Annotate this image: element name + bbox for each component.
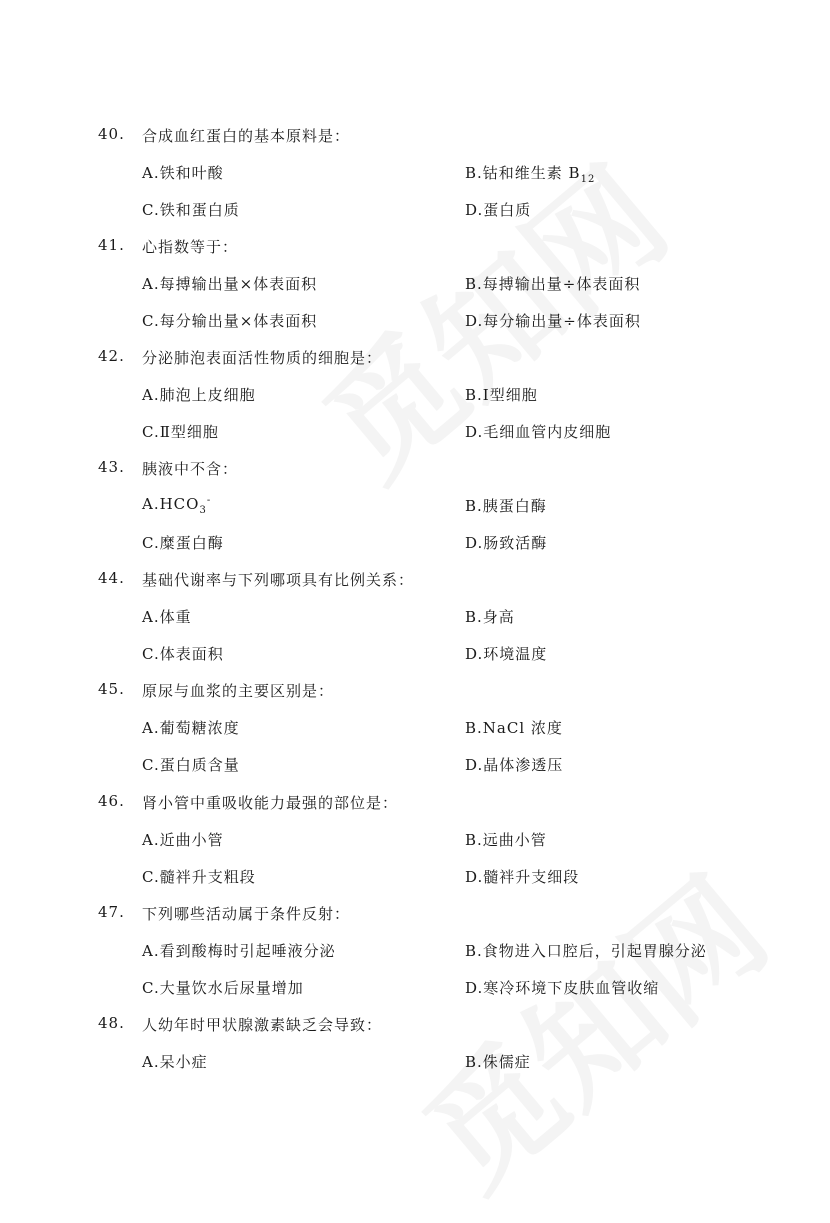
question-stem: 胰液中不含： — [142, 460, 239, 478]
option-b-subscript: 12 — [580, 174, 596, 185]
option-b: B.身高 — [465, 608, 515, 626]
question-number: 40. — [98, 125, 125, 143]
option-a: A.每搏输出量×体表面积 — [142, 275, 318, 293]
question-number: 42. — [98, 347, 125, 365]
question-number: 44. — [98, 569, 125, 587]
option-a: A.肺泡上皮细胞 — [142, 386, 256, 404]
option-b: B.远曲小管 — [465, 831, 547, 849]
option-d: D.环境温度 — [465, 645, 548, 663]
option-b: B.侏儒症 — [465, 1053, 531, 1071]
option-b: B.Ⅰ型细胞 — [465, 386, 538, 404]
option-a-subscript: 3 — [199, 505, 207, 516]
option-c: C.Ⅱ型细胞 — [142, 423, 219, 441]
option-d: D.蛋白质 — [465, 201, 532, 219]
option-a: A.葡萄糖浓度 — [142, 719, 240, 737]
question-stem: 合成血红蛋白的基本原料是： — [142, 127, 351, 145]
option-d: D.肠致活酶 — [465, 534, 548, 552]
question-stem: 基础代谢率与下列哪项具有比例关系： — [142, 571, 415, 589]
question-number: 46. — [98, 792, 125, 810]
option-c: C.蛋白质含量 — [142, 756, 240, 774]
option-d: D.髓袢升支细段 — [465, 868, 580, 886]
question-number: 43. — [98, 458, 125, 476]
option-d: D.每分输出量÷体表面积 — [465, 312, 641, 330]
option-a — [142, 495, 211, 516]
option-b: B.NaCl 浓度 — [465, 719, 563, 737]
option-b: B.胰蛋白酶 — [465, 497, 547, 515]
question-stem: 心指数等于： — [142, 238, 239, 256]
question-stem: 下列哪些活动属于条件反射： — [142, 905, 351, 923]
watermark-bottom — [380, 829, 799, 1223]
option-c: C.铁和蛋白质 — [142, 201, 240, 219]
question-number: 47. — [98, 903, 125, 921]
option-d: D.寒冷环境下皮肤血管收缩 — [465, 979, 660, 997]
question-stem: 人幼年时甲状腺激素缺乏会导致： — [142, 1016, 383, 1034]
question-stem: 肾小管中重吸收能力最强的部位是： — [142, 794, 399, 812]
question-stem: 原尿与血浆的主要区别是： — [142, 682, 335, 700]
option-b: B.每搏输出量÷体表面积 — [465, 275, 641, 293]
option-a: A.呆小症 — [142, 1053, 208, 1071]
option-a-superscript: - — [206, 495, 212, 506]
option-c: C.髓袢升支粗段 — [142, 868, 256, 886]
option-c: C.体表面积 — [142, 645, 224, 663]
option-a: A.看到酸梅时引起唾液分泌 — [142, 942, 336, 960]
option-d: D.晶体渗透压 — [465, 756, 564, 774]
question-stem: 分泌肺泡表面活性物质的细胞是： — [142, 349, 383, 367]
question-number: 48. — [98, 1014, 125, 1032]
option-c: C.糜蛋白酶 — [142, 534, 224, 552]
option-c: C.每分输出量×体表面积 — [142, 312, 318, 330]
question-number: 41. — [98, 236, 125, 254]
option-d: D.毛细血管内皮细胞 — [465, 423, 612, 441]
option-c: C.大量饮水后尿量增加 — [142, 979, 304, 997]
option-b — [465, 162, 595, 185]
option-a-text: A.HCO — [142, 495, 200, 513]
option-a: A.铁和叶酸 — [142, 164, 224, 182]
option-a: A.近曲小管 — [142, 831, 224, 849]
option-a: A.体重 — [142, 608, 192, 626]
option-b-text: B.钴和维生素 B — [465, 164, 581, 182]
question-number: 45. — [98, 680, 125, 698]
option-b: B.食物进入口腔后，引起胃腺分泌 — [465, 942, 707, 960]
